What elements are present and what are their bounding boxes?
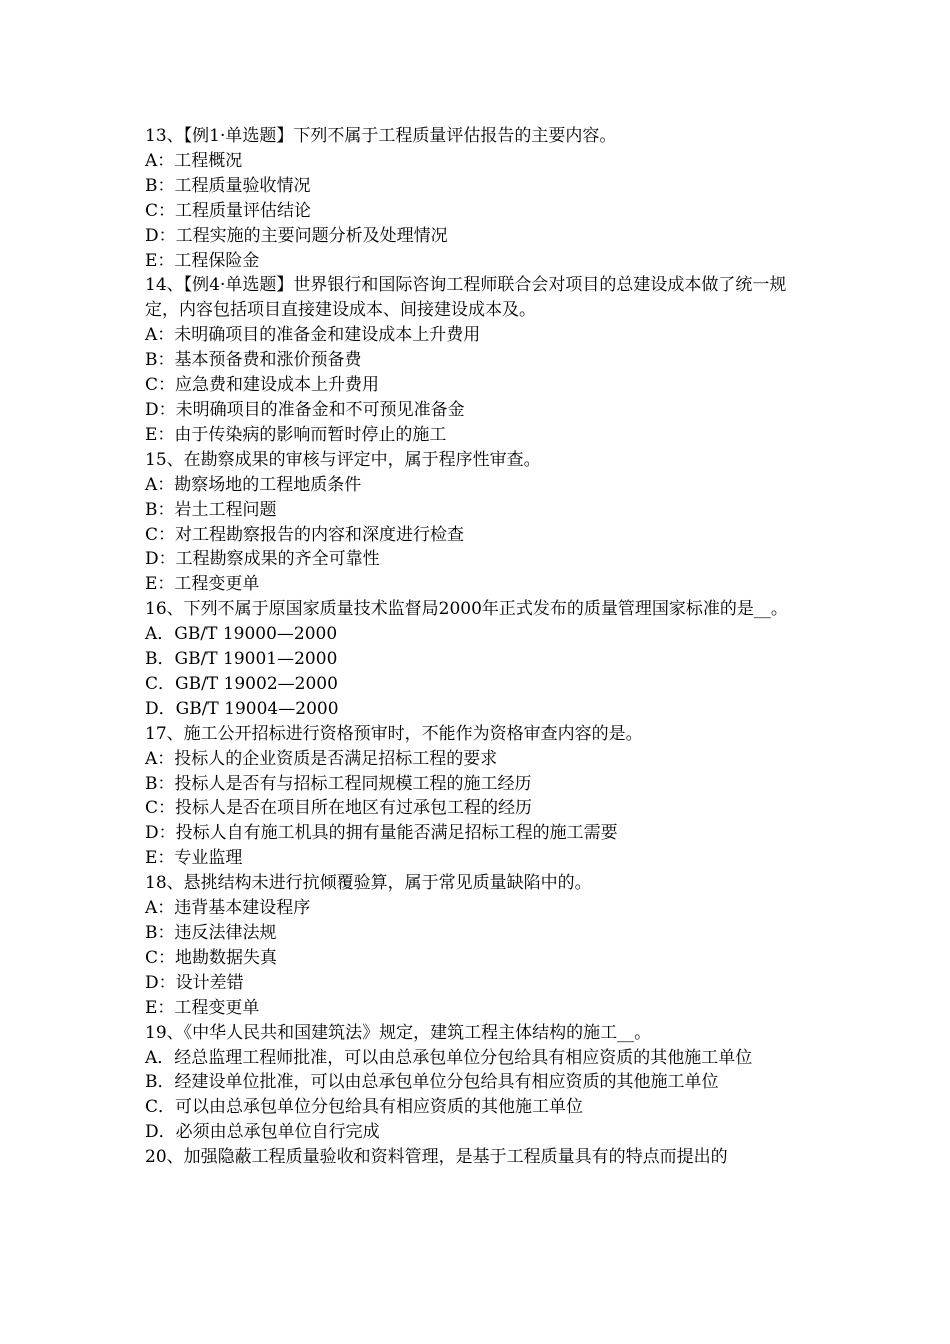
question-16 xyxy=(145,597,810,722)
option-c: C：工程质量评估结论 xyxy=(145,200,312,221)
question-stem: 13、【例1·单选题】下列不属于工程质量评估报告的主要内容。 xyxy=(145,126,617,146)
option-e: E：由于传染病的影响而暂时停止的施工 xyxy=(145,424,447,445)
option-d: D：投标人自有施工机具的拥有量能否满足招标工程的施工需要 xyxy=(145,823,618,844)
option-c: C：应急费和建设成本上升费用 xyxy=(145,375,380,396)
option-d: D：设计差错 xyxy=(145,972,244,993)
option-e: E：工程变更单 xyxy=(145,997,260,1018)
option-c: C：投标人是否在项目所在地区有过承包工程的经历 xyxy=(145,798,533,819)
question-stem: 15、在勘察成果的审核与评定中，属于程序性审查。 xyxy=(145,449,541,470)
question-13 xyxy=(145,124,810,273)
option-b: B：基本预备费和涨价预备费 xyxy=(145,350,362,371)
option-b: B：工程质量验收情况 xyxy=(145,175,311,196)
question-15 xyxy=(145,448,810,597)
option-d: D．必须由总承包单位自行完成 xyxy=(145,1122,380,1143)
question-stem: 17、施工公开招标进行资格预审时，不能作为资格审查内容的是。 xyxy=(145,723,643,744)
question-stem: 20、加强隐蔽工程质量验收和资料管理，是基于工程质量具有的特点而提出的 xyxy=(145,1147,728,1168)
question-19 xyxy=(145,1021,810,1146)
option-b: B．经建设单位批准，可以由总承包单位分包给具有相应资质的其他施工单位 xyxy=(145,1072,719,1093)
option-a: A：工程概况 xyxy=(145,150,243,171)
question-stem: 19、《中华人民共和国建筑法》规定，建筑工程主体结构的施工__。 xyxy=(145,1022,652,1043)
option-c: C．可以由总承包单位分包给具有相应资质的其他施工单位 xyxy=(145,1097,584,1118)
option-b: B．GB/T 19001—2000 xyxy=(145,649,338,670)
question-18 xyxy=(145,871,810,1020)
option-e: E：专业监理 xyxy=(145,848,243,869)
option-d: D：工程实施的主要问题分析及处理情况 xyxy=(145,225,448,246)
option-d: D．GB/T 19004—2000 xyxy=(145,698,339,719)
option-b: B：投标人是否有与招标工程同规模工程的施工经历 xyxy=(145,773,532,794)
question-stem: 16、下列不属于原国家质量技术监督局2000年正式发布的质量管理国家标准的是__。 xyxy=(145,599,788,620)
option-c: C．GB/T 19002—2000 xyxy=(145,673,338,694)
option-d: D：工程勘察成果的齐全可靠性 xyxy=(145,549,380,570)
document-page xyxy=(145,124,810,1170)
option-a: A：违背基本建设程序 xyxy=(145,898,311,919)
question-stem: 14、【例4·单选题】世界银行和国际咨询工程师联合会对项目的总建设成本做了统一规定，内容包括项目直接建设成本、间接建设成本及。 xyxy=(145,275,787,321)
option-c: C：地勘数据失真 xyxy=(145,947,278,968)
question-stem: 18、悬挑结构未进行抗倾覆验算，属于常见质量缺陷中的。 xyxy=(145,873,592,894)
question-14 xyxy=(145,273,810,447)
option-a: A：未明确项目的准备金和建设成本上升费用 xyxy=(145,325,481,346)
question-17 xyxy=(145,722,810,871)
option-b: B：岩土工程问题 xyxy=(145,499,277,520)
option-a: A：投标人的企业资质是否满足招标工程的要求 xyxy=(145,748,498,769)
option-b: B：违反法律法规 xyxy=(145,923,277,943)
option-d: D：未明确项目的准备金和不可预见准备金 xyxy=(145,399,465,420)
question-20 xyxy=(145,1145,810,1170)
option-e: E：工程变更单 xyxy=(145,574,260,595)
option-a: A．GB/T 19000—2000 xyxy=(145,624,338,645)
option-a: A：勘察场地的工程地质条件 xyxy=(145,474,362,495)
option-a: A．经总监理工程师批准，可以由总承包单位分包给具有相应资质的其他施工单位 xyxy=(145,1047,753,1068)
option-e: E：工程保险金 xyxy=(145,250,260,271)
option-c: C：对工程勘察报告的内容和深度进行检查 xyxy=(145,524,465,545)
